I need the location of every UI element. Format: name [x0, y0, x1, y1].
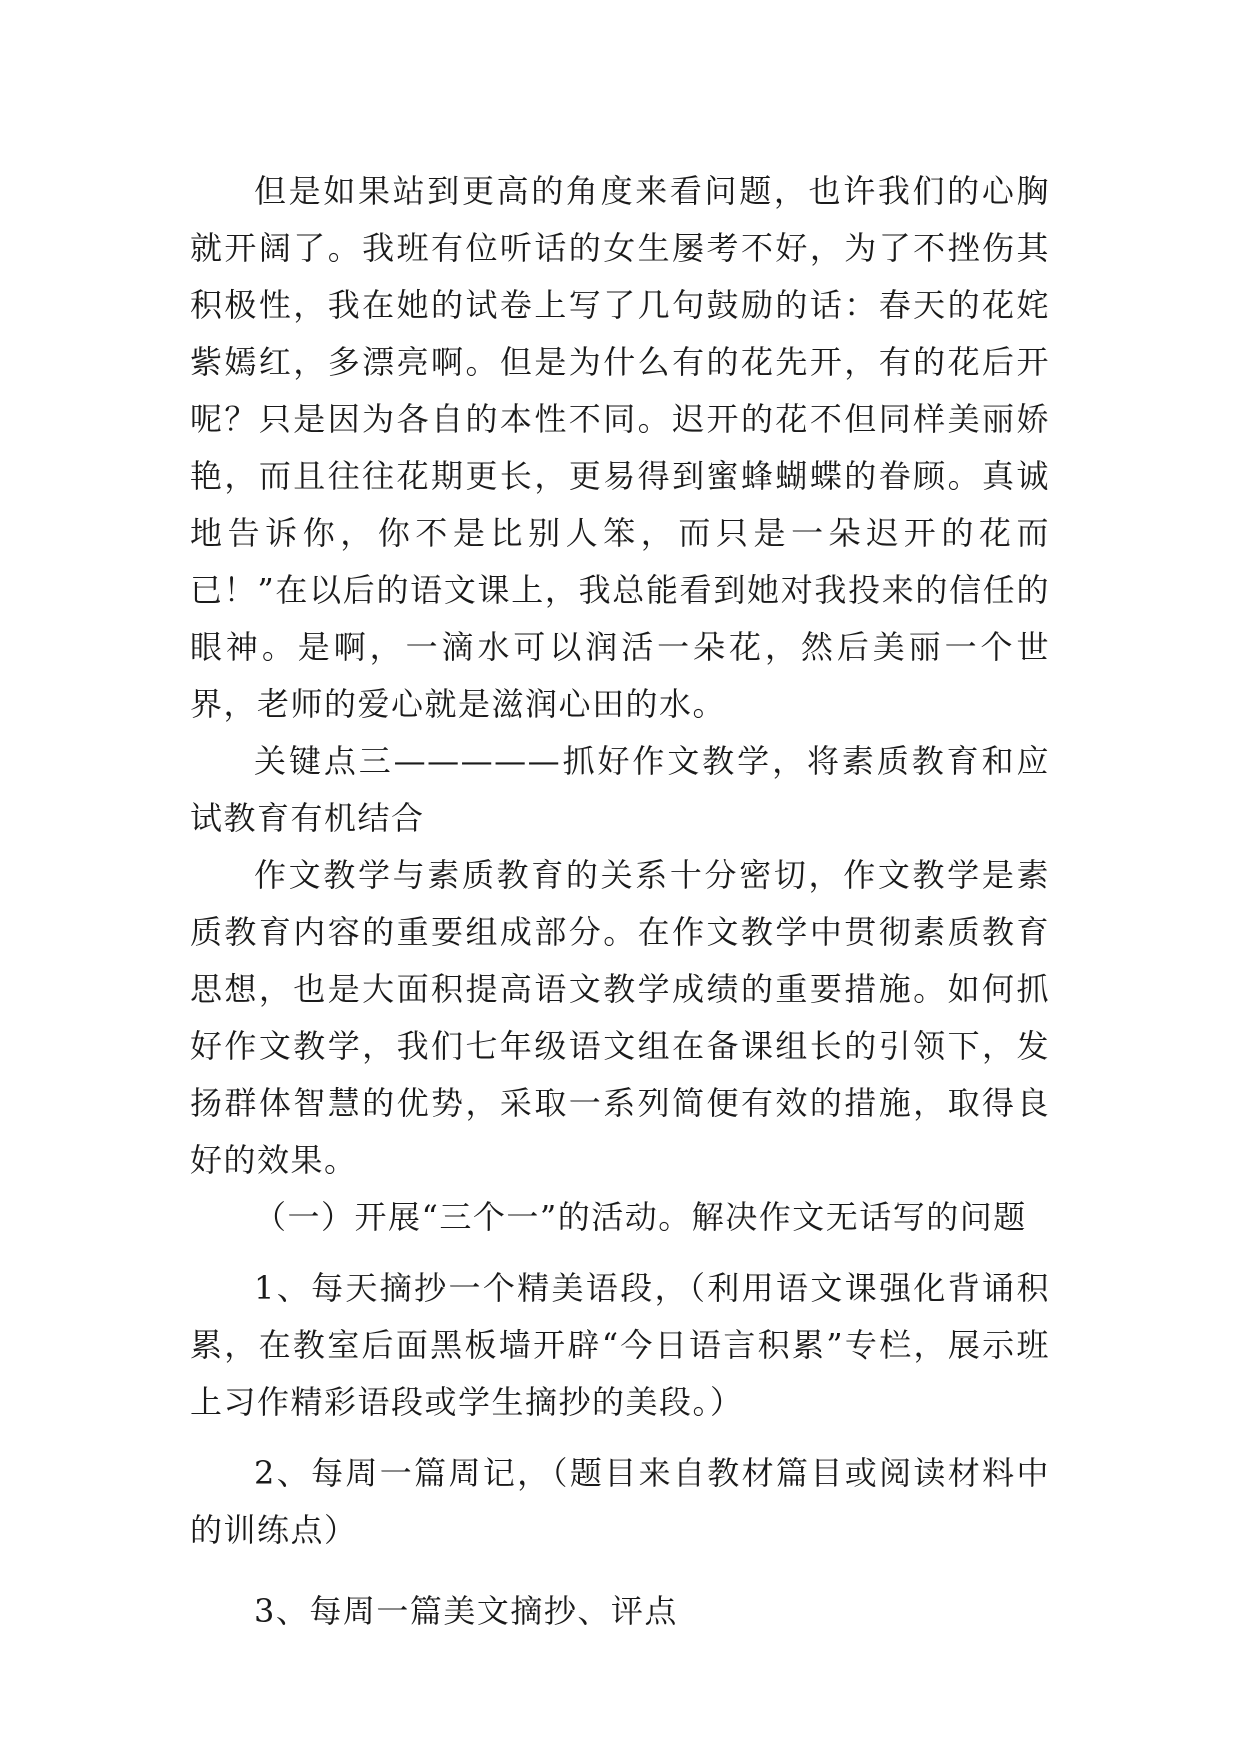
heading-key-point-three: 关键点三—————抓好作文教学，将素质教育和应试教育有机结合 — [190, 742, 1050, 837]
paragraph-composition-teaching: 作文教学与素质教育的关系十分密切，作文教学是素质教育内容的重要组成部分。在作文教学中贯彻素质教育思想，也是大面积提高语文教学成绩的重要措施。如何抓好作文教学，我们七年级语文组在备课组长的引领下，发扬群体智慧的优势，采取一系列简便有效的措施，取得良好的效果。 — [190, 856, 1050, 1179]
list-item-weekly-essay: 3、每周一篇美文摘抄、评点 — [254, 1592, 678, 1630]
list-item-daily-excerpt: 1、每天摘抄一个精美语段，（利用语文课强化背诵积累，在教室后面黑板墙开辟“今日语言积累”专栏，展示班上习作精彩语段或学生摘抄的美段。） — [190, 1269, 1050, 1421]
list-item-weekly-journal: 2、每周一篇周记，（题目来自教材篇目或阅读材料中的训练点） — [190, 1454, 1050, 1549]
document-body — [190, 163, 1050, 1640]
subheading-three-ones: （一）开展“三个一”的活动。解决作文无话写的问题 — [254, 1198, 1027, 1236]
paragraph-teacher-love: 但是如果站到更高的角度来看问题，也许我们的心胸就开阔了。我班有位听话的女生屡考不好，为了不挫伤其积极性，我在她的试卷上写了几句鼓励的话：春天的花姹紫嫣红，多漂亮啊。但是为什么有的花先开，有的花后开呢？只是因为各自的本性不同。迟开的花不但同样美丽娇艳，而且往往花期更长，更易得到蜜蜂蝴蝶的眷顾。真诚地告诉你，你不是比别人笨，而只是一朵迟开的花而已！”在以后的语文课上，我总能看到她对我投来的信任的眼神。是啊，一滴水可以润活一朵花，然后美丽一个世界，老师的爱心就是滋润心田的水。 — [190, 172, 1050, 723]
